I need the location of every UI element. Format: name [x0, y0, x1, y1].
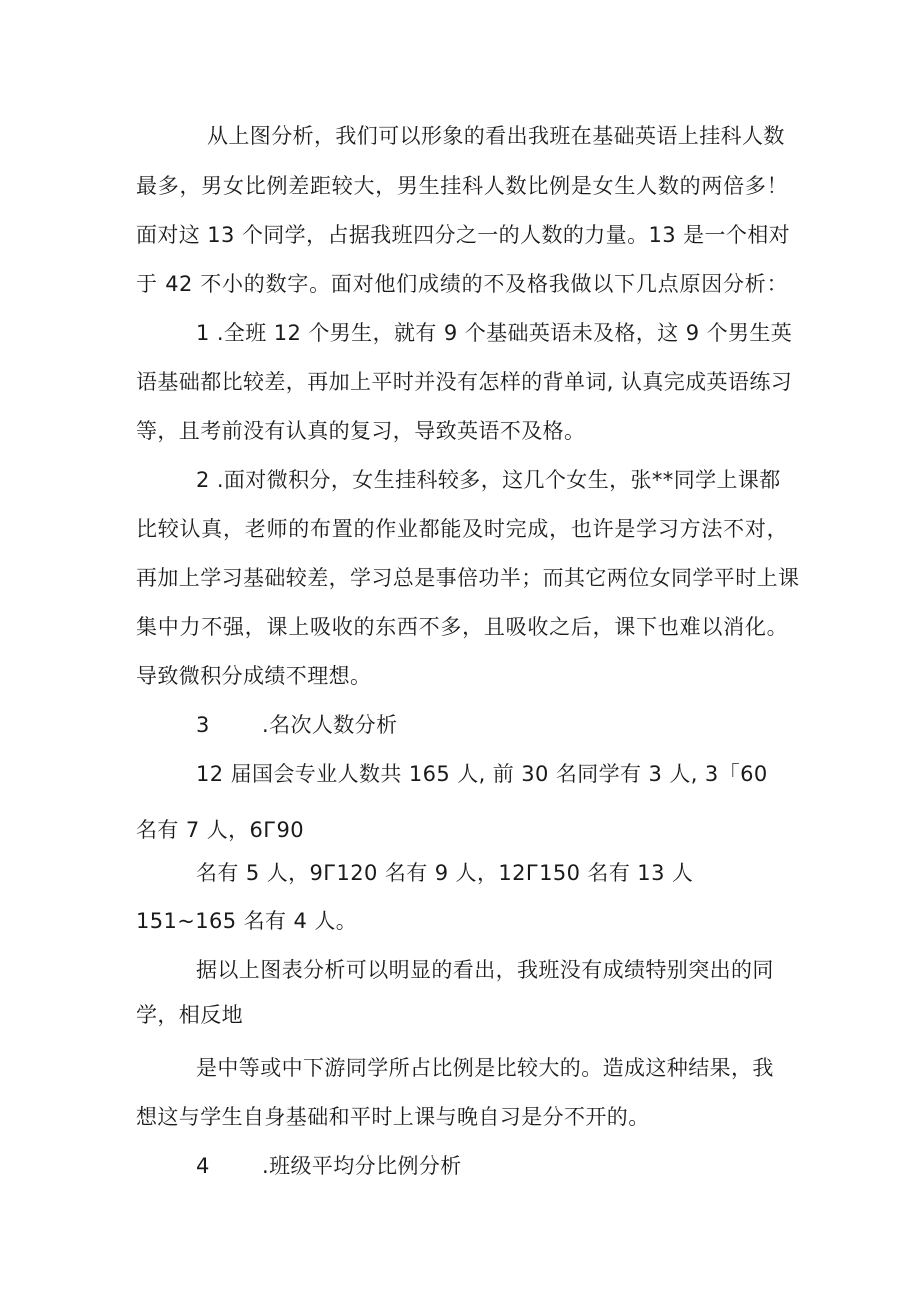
list-item-line: 再加上学习基础较差，学习总是事倍功半；而其它两位女同学平时上课 — [136, 566, 800, 590]
ranking-line: 名有 7 人，6Г90 — [136, 818, 305, 842]
section-heading — [196, 1152, 462, 1180]
ranking-line: 151~165 名有 4 人。 — [136, 909, 358, 933]
ranking-line: 12 届国会专业人数共 165 人, 前 30 名同学有 3 人, 3「60 — [196, 762, 768, 786]
paragraph-line: 于 42 不小的数字。面对他们成绩的不及格我做以下几点原因分析： — [136, 272, 788, 296]
list-item-line: 语基础都比较差，再加上平时并没有怎样的背单词, 认真完成英语练习 — [136, 370, 793, 394]
heading-text: .班级平均分比例分析 — [262, 1154, 462, 1178]
list-item-line: 等，且考前没有认真的复习，导致英语不及格。 — [136, 419, 586, 443]
list-item-line: 比较认真，老师的布置的作业都能及时完成，也许是学习方法不对， — [136, 517, 788, 541]
paragraph-line: 据以上图表分析可以明显的看出，我班没有成绩特别突出的同 — [196, 958, 774, 982]
paragraph-line: 想这与学生自身基础和平时上课与晚自习是分不开的。 — [136, 1105, 650, 1129]
paragraph-line: 面对这 13 个同学，占据我班四分之一的人数的力量。13 是一个相对 — [136, 223, 791, 247]
list-item-line: 集中力不强，课上吸收的东西不多，且吸收之后，课下也难以消化。 — [136, 615, 788, 639]
section-heading — [196, 711, 397, 739]
heading-number: 3 — [196, 713, 210, 737]
heading-text: .名次人数分析 — [262, 713, 398, 737]
paragraph-line: 是中等或中下游同学所占比例是比较大的。造成这种结果，我 — [196, 1056, 774, 1080]
ranking-line: 名有 5 人，9Г120 名有 9 人，12Г150 名有 13 人 — [196, 861, 694, 885]
paragraph-line: 最多，男女比例差距较大，男生挂科人数比例是女生人数的两倍多！ — [136, 174, 788, 198]
paragraph-line: 从上图分析，我们可以形象的看出我班在基础英语上挂科人数 — [207, 124, 785, 148]
list-item-line: 2 .面对微积分，女生挂科较多，这几个女生，张**同学上课都 — [196, 468, 781, 492]
heading-number: 4 — [196, 1154, 210, 1178]
paragraph-line: 学，相反地 — [136, 1003, 243, 1027]
list-item-line: 导致微积分成绩不理想。 — [136, 664, 372, 688]
list-item-line: 1 .全班 12 个男生，就有 9 个基础英语未及格，这 9 个男生英 — [196, 321, 793, 345]
